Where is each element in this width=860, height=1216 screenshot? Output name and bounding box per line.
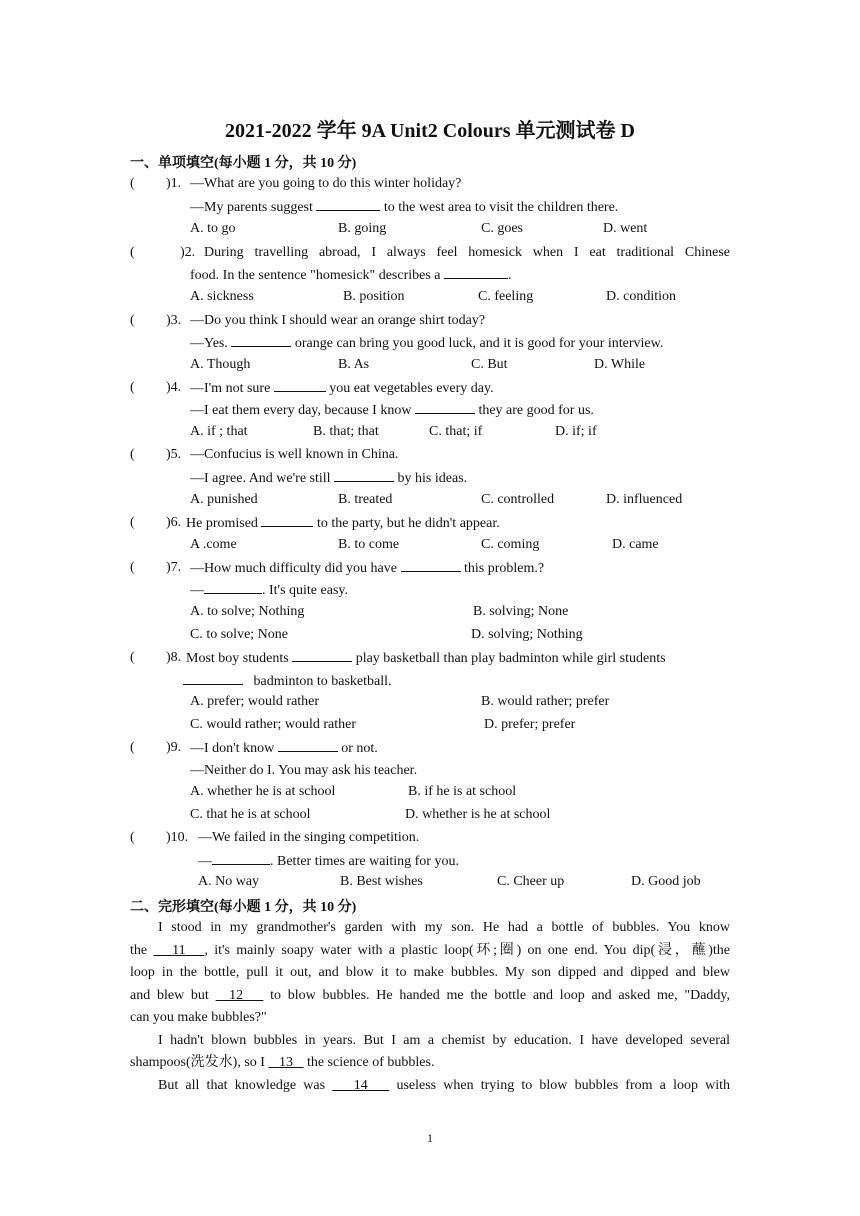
q6-option-b: B. to come — [338, 537, 400, 552]
q8-line2: badminton to basketball. — [183, 672, 392, 691]
q1-option-c: C. goes — [481, 221, 523, 236]
answer-paren-4: ( — [130, 380, 135, 395]
q7-number: )7. — [166, 560, 182, 575]
q9-line1: —I don't know or not. — [190, 741, 378, 756]
passage-p1-line3: loop in the bottle, pull it out, and blow it to make bubbles. My son dipped and dipped and blew — [130, 965, 730, 980]
q1-number: )1. — [166, 176, 182, 191]
q3-option-c: C. But — [471, 357, 508, 372]
answer-paren-10: ( — [130, 830, 135, 845]
q2-number: )2. — [180, 245, 196, 260]
q6-number: )6. — [166, 515, 182, 530]
q8-option-a: A. prefer; would rather — [190, 694, 320, 709]
q7-option-b: B. solving; None — [473, 604, 569, 619]
cloze-blank-11: 11 — [172, 943, 186, 958]
answer-paren-9: ( — [130, 740, 135, 755]
section-2-heading: 二、完形填空(每小题 1 分，共 10 分) — [130, 900, 357, 915]
blank — [274, 379, 326, 392]
passage-p1-line4: and blew but 12 to blow bubbles. He handed me the bottle and loop and asked me, "Daddy, — [130, 988, 731, 1003]
blank — [278, 739, 338, 752]
answer-paren-7: ( — [130, 560, 135, 575]
blank — [334, 469, 394, 482]
blank — [444, 266, 508, 279]
q4-option-d: D. if; if — [555, 424, 597, 439]
q5-line2: —I agree. And we're still by his ideas. — [190, 471, 468, 486]
q3-line1: —Do you think I should wear an orange shirt today? — [190, 313, 486, 328]
q10-option-d: D. Good job — [631, 874, 701, 889]
q8-option-b: B. would rather; prefer — [481, 694, 610, 709]
q9-option-a: A. whether he is at school — [190, 784, 336, 799]
q8-line1: Most boy students play basketball than play badminton while girl students — [186, 651, 666, 666]
q9-number: )9. — [166, 740, 182, 755]
q2-option-d: D. condition — [606, 289, 676, 304]
q4-option-c: C. that; if — [429, 424, 483, 439]
blank — [212, 852, 270, 865]
q6-option-c: C. coming — [481, 537, 540, 552]
blank — [183, 672, 243, 685]
q4-line1: —I'm not sure you eat vegetables every day. — [190, 381, 494, 396]
q3-option-b: B. As — [338, 357, 370, 372]
blank — [231, 334, 291, 347]
q5-option-b: B. treated — [338, 492, 393, 507]
q10-number: )10. — [166, 830, 189, 845]
answer-paren-6: ( — [130, 515, 135, 530]
passage-p2-line1: I hadn't blown bubbles in years. But I am a chemist by education. I have developed several — [158, 1033, 730, 1048]
q7-line2: — . It's quite easy. — [190, 583, 348, 598]
passage-p1-line5: can you make bubbles?" — [130, 1010, 267, 1025]
q1-line2: —My parents suggest to the west area to visit the children there. — [190, 200, 619, 215]
blank — [316, 198, 380, 211]
section-1-heading: 一、单项填空(每小题 1 分，共 10 分) — [130, 156, 357, 171]
q2-line2: food. In the sentence "homesick" describes a . — [190, 268, 512, 283]
blank — [292, 649, 352, 662]
q2-line1: During travelling abroad, I always feel homesick when I eat traditional Chinese — [204, 245, 730, 260]
q1-option-a: A. to go — [190, 221, 236, 236]
q4-option-a: A. if ; that — [190, 424, 248, 439]
q3-line2: —Yes. orange can bring you good luck, and it is good for your interview. — [190, 336, 664, 351]
document-title: 2021-2022 学年 9A Unit2 Colours 单元测试卷 D — [224, 120, 635, 142]
passage-p3-line1: But all that knowledge was 14 useless when trying to blow bubbles from a loop with — [158, 1078, 731, 1093]
q2-option-c: C. feeling — [478, 289, 534, 304]
q1-option-d: D. went — [603, 221, 648, 236]
blank — [261, 514, 313, 527]
q2-option-b: B. position — [343, 289, 405, 304]
passage-p1-line1: I stood in my grandmother's garden with my son. He had a bottle of bubbles. You know — [158, 920, 730, 935]
answer-paren-2: ( — [130, 245, 135, 260]
q1-line1: —What are you going to do this winter holiday? — [190, 176, 462, 191]
q6-line1: He promised to the party, but he didn't appear. — [186, 516, 500, 531]
q7-option-d: D. solving; Nothing — [471, 627, 583, 642]
q7-option-a: A. to solve; Nothing — [190, 604, 305, 619]
blank — [204, 581, 262, 594]
q5-option-c: C. controlled — [481, 492, 555, 507]
blank — [401, 559, 461, 572]
q5-option-a: A. punished — [190, 492, 258, 507]
q9-option-b: B. if he is at school — [408, 784, 517, 799]
q10-option-b: B. Best wishes — [340, 874, 423, 889]
q4-line2: —I eat them every day, because I know they are good for us. — [190, 403, 594, 418]
cloze-blank-13: 13 — [278, 1055, 293, 1070]
page-number: 1 — [427, 1131, 433, 1145]
q4-number: )4. — [166, 380, 182, 395]
q3-option-d: D. While — [594, 357, 646, 372]
answer-paren-8: ( — [130, 650, 135, 665]
passage-p2-line2: shampoos(洗发水), so I 13 the science of bubbles. — [130, 1055, 435, 1070]
q4-option-b: B. that; that — [313, 424, 379, 439]
q10-line2: — . Better times are waiting for you. — [198, 854, 459, 869]
passage-p1-line2: the 11 , it's mainly soapy water with a plastic loop(环;圈) on one end. You dip(浸，蘸)the — [130, 943, 731, 958]
q9-option-d: D. whether is he at school — [405, 807, 551, 822]
q1-option-b: B. going — [338, 221, 387, 236]
q2-option-a: A. sickness — [190, 289, 254, 304]
cloze-blank-12: 12 — [229, 988, 244, 1003]
q8-number: )8. — [166, 650, 182, 665]
q6-option-d: D. came — [612, 537, 659, 552]
answer-paren-1: ( — [130, 176, 135, 191]
q3-number: )3. — [166, 313, 182, 328]
q3-option-a: A. Though — [190, 357, 251, 372]
q6-option-a: A .come — [190, 537, 237, 552]
q5-line1: —Confucius is well known in China. — [190, 447, 399, 462]
q5-number: )5. — [166, 447, 182, 462]
q10-option-c: C. Cheer up — [497, 874, 565, 889]
blank — [415, 401, 475, 414]
q10-option-a: A. No way — [198, 874, 260, 889]
answer-paren-3: ( — [130, 313, 135, 328]
answer-paren-5: ( — [130, 447, 135, 462]
q9-line2: —Neither do I. You may ask his teacher. — [190, 763, 418, 778]
q8-option-c: C. would rather; would rather — [190, 717, 357, 732]
q8-option-d: D. prefer; prefer — [484, 717, 576, 732]
q7-line1: —How much difficulty did you have this problem.? — [190, 561, 545, 576]
q7-option-c: C. to solve; None — [190, 627, 288, 642]
q9-option-c: C. that he is at school — [190, 807, 311, 822]
q10-line1: —We failed in the singing competition. — [198, 830, 420, 845]
q5-option-d: D. influenced — [606, 492, 683, 507]
cloze-blank-14: 14 — [353, 1078, 368, 1093]
